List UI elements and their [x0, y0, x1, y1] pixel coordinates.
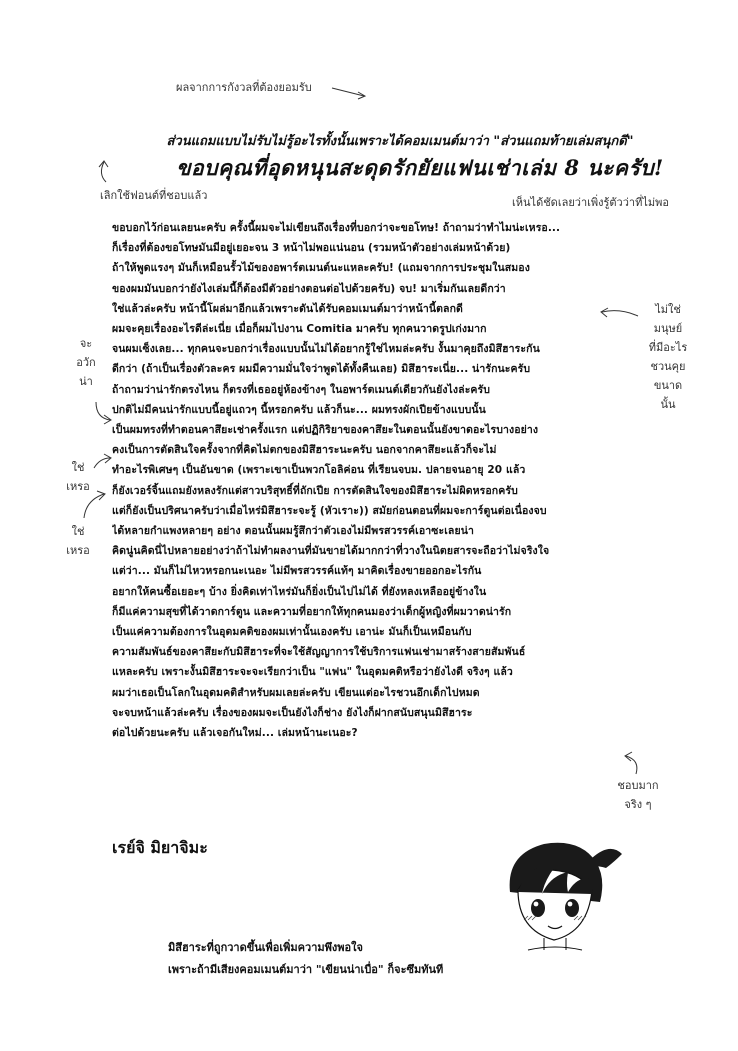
body-line: ผมจะคุยเรื่องอะไรดีล่ะเนี่ย เมื่อก็ผมไปงาน Comitia มาครับ ทุกคนวาดรูปเก่งมาก	[112, 323, 487, 336]
body-line: ทำอะไรพิเศษๆ เป็นอันขาด (เพราะเขาเป็นพวกโอลิค่อน ที่เรียนจบม. ปลายจนอายุ 20 แล้ว	[112, 464, 526, 477]
top-note-arrow-icon	[330, 84, 370, 100]
body-line: ขอบอกไว้ก่อนเลยนะครับ ครั้งนี้ผมจะไม่เขียนถึงเรื่องที่บอกว่าจะขอโทษ! ถ้าถามว่าทำไมน่ะเหรอ...	[112, 222, 561, 234]
body-line: แต่ว่า... มันก็ไม่ไหวหรอกนะเนอะ ไม่มีพรสวรรค์แท้ๆ มาคิดเรื่องขายออกอะไรกัน	[112, 565, 482, 578]
author-signature: เรย์จิ มิยาจิมะ	[112, 838, 208, 857]
body-line: จนผมเซ็งเลย... ทุกคนจะบอกว่าเรื่องแบบนั้นไม่ได้อยากรู้ใช่ไหมล่ะครับ งั้นมาคุยถึงมิสึฮาระกัน	[112, 343, 540, 356]
body-line: ของผมมันบอกว่ายังไงเล่มนี้ก็ต้องมีตัวอย่างตอนต่อไปด้วยครับ) จบ! มาเริ่มกันเลยดีกว่า	[112, 282, 506, 295]
caption-line-2: เพราะถ้ามีเสียงคอมเมนต์มาว่า "เขียนน่าเบื่อ" ก็จะซึมทันที	[168, 963, 444, 976]
right-note: เห็นได้ชัดเลยว่าเพิ่งรู้ตัวว่าที่ไม่พอ	[512, 196, 669, 209]
body-line: ผมว่าเธอเป็นโลกในอุดมคติสำหรับผมเลยล่ะครับ เขียนแต่อะไรชวนอึกเด็กไปหมด	[112, 686, 480, 699]
body-line: เป็นแค่ความต้องการในอุดมคติของผมเท่านั้นเองครับ เอาน่ะ มันก็เป็นเหมือนกับ	[112, 626, 472, 639]
side-note-left-1: จะ อวัก น่า	[76, 337, 96, 388]
caption-line-1: มิสึฮาระที่ถูกวาดขึ้นเพื่อเพิ่มความพึงพอใจ	[168, 941, 363, 954]
side-note-left-1-arrow-icon	[92, 400, 114, 426]
body-line: ดีกว่า (ถ้าเป็นเรื่องตัวละคร ผมมีความมั่นใจว่าพูดได้ทั้งคืนเลย) มิสึฮาระเนี่ย... น่ารักนะครับ	[112, 363, 531, 376]
body-line: แต่ก็ยังเป็นปริศนาครับว่าเมื่อไหร่มิสึฮาระจะรู้ (หัวเราะ)) สมัยก่อนตอนที่ผมจะการ์ตูนต่อเนื่องจบ	[112, 504, 547, 517]
side-note-right-1: ไม่ใช่ มนุษย์ ที่มีอะไร ชวนคุย ขนาด นั้น	[648, 303, 688, 411]
mizuhara-chibi-drawing	[488, 832, 628, 952]
page-title: ขอบคุณที่อุดหนุนสะดุดรักยัยแฟนเช่าเล่ม 8 นะครับ!	[176, 155, 664, 180]
side-note-left-2-arrow-icon	[92, 452, 114, 472]
left-note: เลิกใช้ฟอนต์ที่ชอบแล้ว	[100, 189, 208, 202]
body-line: ต่อไปด้วยนะครับ แล้วเจอกันใหม่... เล่มหน้านะเนอะ?	[112, 727, 358, 740]
side-note-right-2-arrow-icon	[616, 750, 644, 776]
body-line: คิดนู่นคิดนี่ไปหลายอย่างว่าถ้าไม่ทำผลงานที่มันขายได้มากกว่าที่วางในนิตยสารจะถือว่าไม่จริงใจ	[112, 545, 550, 558]
body-line: ก็มีแค่ความสุขที่ได้วาดการ์ตูน และความที่อยากให้ทุกคนมองว่าเด็กผู้หญิงที่ผมวาดน่ารัก	[112, 605, 512, 618]
header-line: ส่วนแถมแบบไม่รับไม่รู้อะไรทั้งนั้นเพราะได้คอมเมนต์มาว่า "ส่วนแถมท้ายเล่มสนุกดี"	[166, 134, 634, 149]
body-line: เป็นผมทรงที่ทำตอนคาสึยะเช่าครั้งแรก แต่ปฏิกิริยาของคาสึยะในตอนนั้นยังขาดอะไรบางอย่าง	[112, 424, 539, 437]
body-text	[112, 218, 646, 743]
side-note-right-1-arrow-icon	[596, 306, 640, 320]
body-line: ถ้าถามว่าน่ารักตรงไหน ก็ตรงที่เธออยู่ห้องข้างๆ ในอพาร์ตเมนต์เดียวกันยังไงล่ะครับ	[112, 383, 491, 396]
side-note-left-3-arrow-icon	[80, 490, 110, 520]
side-note-left-3: ใช่ เหรอ	[66, 525, 90, 557]
side-note-right-2: ชอบมาก จริง ๆ	[617, 779, 659, 811]
body-line: จะจบหน้าแล้วล่ะครับ เรื่องของผมจะเป็นยังไงก็ช่าง ยังไงก็ฝากสนับสนุนมิสึฮาระ	[112, 706, 473, 719]
body-line: แหละครับ เพราะงั้นมิสึฮาระจะจะเรียกว่าเป็น "แฟน" ในอุดมคติหรือว่ายังไงดี จริงๆ แล้ว	[112, 666, 513, 679]
body-line: ก็เรื่องที่ต้องขอโทษมันมีอยู่เยอะจน 3 หน้าไม่พอแน่นอน (รวมหน้าตัวอย่างเล่มหน้าด้วย)	[112, 242, 511, 255]
body-line: ใช่แล้วล่ะครับ หน้านี้โผล่มาอีกแล้วเพราะดันได้รับคอมเมนต์มาว่าหน้านี้ตลกดี	[112, 302, 463, 315]
body-line: ความสัมพันธ์ของคาสึยะกับมิสึฮาระที่จะใช้สัญญาการใช้บริการแฟนเช่ามาสร้างสายสัมพันธ์	[112, 646, 526, 659]
body-line: ได้หลายกำแพงหลายๆ อย่าง ตอนนั้นผมรู้สึกว่าตัวเองไม่มีพรสวรรค์เอาซะเลยน่า	[112, 525, 474, 538]
body-line: อยากให้คนซื้อเยอะๆ บ้าง ยิ่งคิดเท่าไหร่มันก็ยิ่งเป็นไปไม่ได้ ที่ยังหลงเหลืออยู่ข้างใน	[112, 585, 487, 598]
body-line: คงเป็นการตัดสินใจครั้งจากที่คิดไม่ตกของมิสึฮาระนะครับ นอกจากคาสึยะแล้วก็จะไม่	[112, 444, 497, 457]
left-note-arrow-icon	[96, 160, 112, 184]
top-note: ผลจากการกังวลที่ต้องยอมรับ	[176, 81, 312, 94]
side-note-left-2: ใช่ เหรอ	[66, 461, 90, 493]
body-line: ถ้าให้พูดแรงๆ มันก็เหมือนรั้วไม้ของอพาร์ตเมนต์นะแหละครับ! (แถมจากการประชุมในสมอง	[112, 262, 530, 275]
body-line: ก็ยังเวอร์จิ้นแถมยังหลงรักแต่สาวบริสุทธิ์ที่ถักเปีย การตัดสินใจของมิสึฮาระไม่ผิดหรอกครับ	[112, 484, 518, 497]
body-line: ปกติไม่มีคนน่ารักแบบนี้อยู่แถวๆ นี้หรอกครับ แล้วก็นะ... ผมทรงผักเปียข้างแบบนั้น	[112, 403, 486, 416]
